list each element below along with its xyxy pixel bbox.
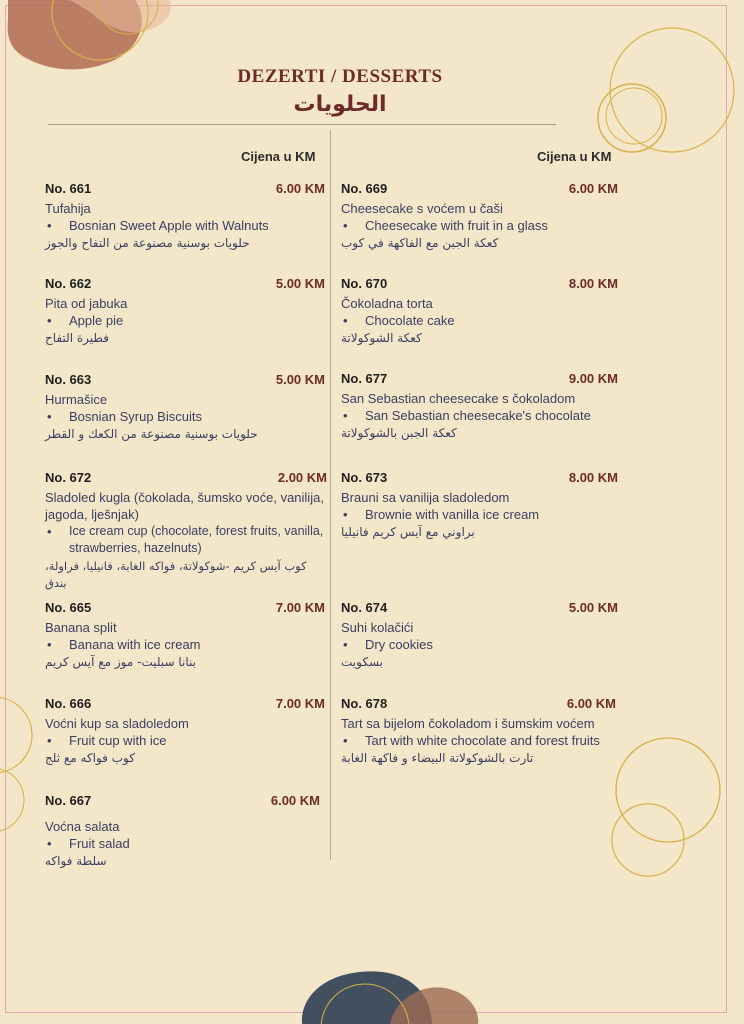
item-number: No. 677 — [341, 371, 388, 386]
menu-item — [45, 695, 325, 767]
item-number: No. 670 — [341, 276, 388, 291]
bullet: • — [47, 637, 52, 652]
item-price: 8.00 KM — [568, 470, 618, 485]
menu-item — [341, 370, 618, 442]
bullet: • — [343, 218, 348, 233]
menu-item — [45, 599, 325, 671]
menu-item — [341, 180, 618, 252]
menu-item — [45, 469, 327, 592]
item-english: Fruit salad — [69, 836, 130, 851]
menu-item — [341, 275, 618, 347]
item-number: No. 666 — [45, 696, 92, 711]
column-divider — [330, 130, 331, 860]
item-arabic: فطيرة التفاح — [45, 331, 110, 345]
menu-item — [341, 599, 618, 671]
right-price-label: Cijena u KM — [537, 149, 612, 164]
bullet: • — [47, 218, 52, 233]
page-title-arabic: الحلويات — [293, 92, 387, 117]
menu-item — [341, 695, 626, 767]
bullet: • — [343, 637, 348, 652]
item-english: Bosnian Syrup Biscuits — [69, 409, 202, 424]
item-name: Cheesecake s voćem u čaši — [341, 201, 503, 216]
item-english: Cheesecake with fruit in a glass — [365, 218, 548, 233]
item-name: Voćna salata — [45, 819, 120, 834]
item-english: Chocolate cake — [365, 313, 455, 328]
item-name: Banana split — [45, 620, 117, 635]
item-number: No. 665 — [45, 600, 92, 615]
item-name: Brauni sa vanilija sladoledom — [341, 490, 510, 505]
item-arabic: حلويات بوسنية مصنوعة من التفاح والجوز — [45, 236, 250, 250]
item-name: Tufahija — [45, 201, 91, 216]
menu-item — [45, 180, 325, 252]
item-arabic: كعكة الجبن مع الفاكهة في كوب — [341, 236, 499, 250]
item-price: 5.00 KM — [568, 600, 618, 615]
left-price-label: Cijena u KM — [241, 149, 316, 164]
item-english: Dry cookies — [365, 637, 433, 652]
bullet: • — [47, 733, 52, 748]
item-arabic: كوب فواكه مع ثلج — [45, 751, 135, 765]
bullet: • — [343, 408, 348, 423]
item-number: No. 678 — [341, 696, 388, 711]
item-name: San Sebastian cheesecake s čokoladom — [341, 391, 576, 406]
item-price: 7.00 KM — [275, 600, 325, 615]
item-arabic: براوني مع آيس كريم فانيليا — [341, 525, 475, 539]
item-number: No. 672 — [45, 470, 92, 485]
item-price: 6.00 KM — [566, 696, 616, 711]
bullet: • — [343, 507, 348, 522]
item-name: Voćni kup sa sladoledom — [45, 716, 189, 731]
item-english: San Sebastian cheesecake's chocolate — [365, 408, 591, 423]
item-price: 7.00 KM — [275, 696, 325, 711]
menu-item — [45, 275, 325, 347]
item-number: No. 669 — [341, 181, 388, 196]
bullet: • — [47, 836, 52, 851]
item-number: No. 663 — [45, 372, 92, 387]
item-arabic: حلويات بوسنية مصنوعة من الكعك و القطر — [45, 427, 258, 441]
item-arabic: بسكويت — [341, 655, 383, 669]
page-title: DEZERTI / DESSERTS — [237, 66, 443, 87]
bullet: • — [47, 409, 52, 424]
item-name: Sladoled kugla (čokolada, šumsko voće, vanilija, jagoda, lješnjak) — [45, 490, 324, 522]
item-number: No. 667 — [45, 793, 92, 808]
item-price: 2.00 KM — [277, 470, 327, 485]
item-english: Banana with ice cream — [69, 637, 201, 652]
menu-item — [45, 371, 325, 443]
item-price: 6.00 KM — [270, 793, 320, 808]
item-name: Suhi kolačići — [341, 620, 414, 635]
item-english: Bosnian Sweet Apple with Walnuts — [69, 218, 269, 233]
item-english: Ice cream cup (chocolate, forest fruits, vanilla, strawberries, hazelnuts) — [69, 524, 324, 555]
item-price: 6.00 KM — [568, 181, 618, 196]
item-english: Apple pie — [69, 313, 124, 328]
bullet: • — [343, 733, 348, 748]
item-name: Tart sa bijelom čokoladom i šumskim voćem — [341, 716, 595, 731]
item-number: No. 673 — [341, 470, 388, 485]
item-number: No. 674 — [341, 600, 388, 615]
item-name: Pita od jabuka — [45, 296, 128, 311]
menu-item — [45, 792, 320, 870]
item-english: Fruit cup with ice — [69, 733, 167, 748]
item-price: 5.00 KM — [275, 276, 325, 291]
item-price: 5.00 KM — [275, 372, 325, 387]
bullet: • — [343, 313, 348, 328]
item-price: 9.00 KM — [568, 371, 618, 386]
item-english: Tart with white chocolate and forest fruits — [365, 733, 600, 748]
bullet: • — [47, 524, 52, 539]
item-price: 8.00 KM — [568, 276, 618, 291]
item-name: Čokoladna torta — [341, 296, 433, 311]
item-arabic: سلطة فواكه — [45, 854, 107, 868]
item-arabic: كعكة الشوكولاتة — [341, 331, 422, 345]
item-arabic: تارت بالشوكولاتة البيضاء و فاكهة الغابة — [341, 751, 534, 765]
item-number: No. 662 — [45, 276, 92, 291]
item-number: No. 661 — [45, 181, 92, 196]
title-divider — [48, 124, 556, 125]
item-price: 6.00 KM — [275, 181, 325, 196]
item-name: Hurmašice — [45, 392, 108, 407]
bullet: • — [47, 313, 52, 328]
item-arabic: كعكة الجبن بالشوكولاتة — [341, 426, 457, 440]
item-english: Brownie with vanilla ice cream — [365, 507, 540, 522]
item-arabic: بنانا سبليت- موز مع آيس كريم — [45, 655, 196, 669]
menu-item — [341, 469, 618, 541]
item-arabic: كوب آيس كريم -شوكولاتة، فواكه الغابة، فانيليا، فراولة، بندق — [45, 559, 307, 590]
